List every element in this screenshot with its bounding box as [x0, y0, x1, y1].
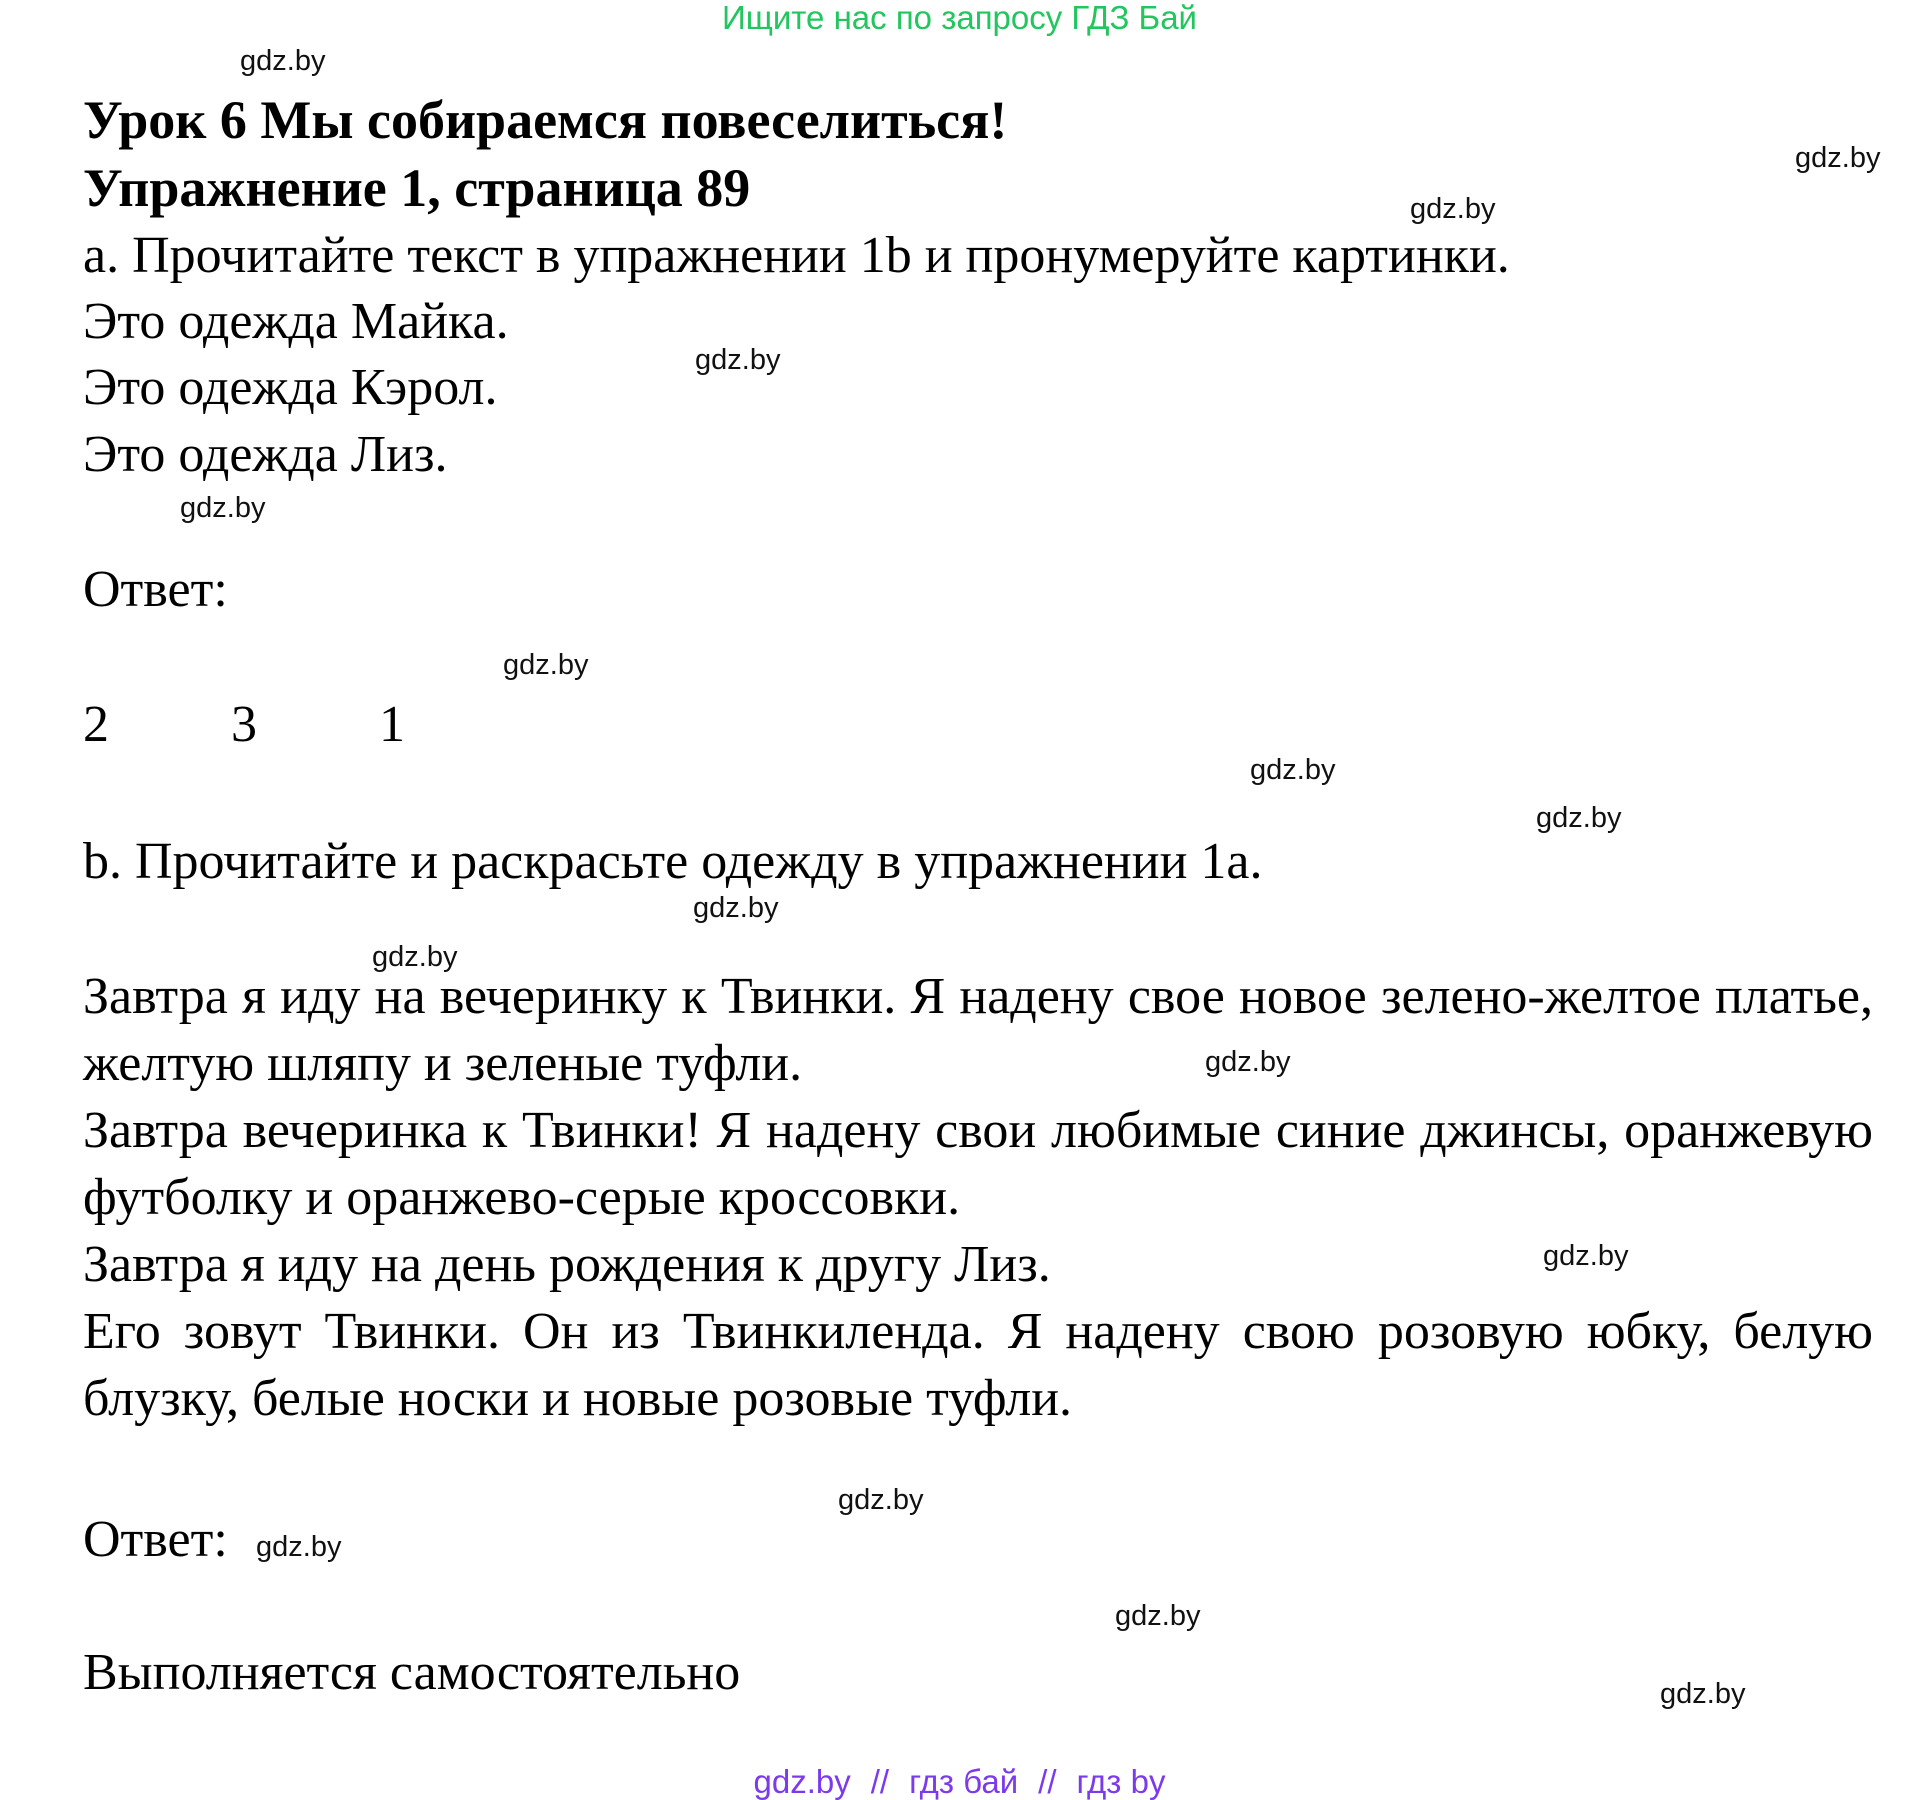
watermark: gdz.by	[240, 45, 326, 77]
watermark: gdz.by	[1543, 1240, 1629, 1272]
watermark: gdz.by	[1660, 1678, 1746, 1710]
part-a-instruction: a. Прочитайте текст в упражнении 1b и пронумеруйте картинки.	[83, 227, 1510, 284]
answer-number: 2	[83, 696, 109, 753]
watermark: gdz.by	[838, 1484, 924, 1516]
watermark: gdz.by	[695, 344, 781, 376]
watermark: gdz.by	[1795, 142, 1881, 174]
watermark: gdz.by	[503, 649, 589, 681]
part-b-answer-label: Ответ:	[83, 1511, 228, 1568]
footer-separator: //	[870, 1763, 890, 1800]
footer-link-gdz-by[interactable]: gdz.by	[753, 1763, 851, 1800]
part-b-paragraph-3-line-2: Его зовут Твинки. Он из Твинкиленда. Я надену свою розовую юбку, белую блузку, белые носки и новые розовые туфли.	[83, 1303, 1873, 1427]
answer-number: 3	[231, 696, 257, 753]
part-b-answer-text: Выполняется самостоятельно	[83, 1644, 741, 1701]
part-a-line-3: Это одежда Лиз.	[83, 426, 448, 483]
footer-separator: //	[1038, 1763, 1057, 1800]
watermark: gdz.by	[693, 892, 779, 924]
part-b-paragraph-1: Завтра я иду на вечеринку к Твинки. Я надену свое новое зелено-желтое платье, желтую шляпу и зеленые туфли.	[83, 968, 1873, 1092]
part-b-paragraph-3-line-1: Завтра я иду на день рождения к другу Лиз.	[83, 1236, 1051, 1293]
watermark: gdz.by	[1536, 802, 1622, 834]
watermark: gdz.by	[1115, 1600, 1201, 1632]
watermark: gdz.by	[1410, 193, 1496, 225]
watermark: gdz.by	[180, 492, 266, 524]
part-a-line-1: Это одежда Майка.	[83, 293, 509, 350]
footer-links	[0, 1764, 1919, 1800]
answer-number: 1	[379, 696, 405, 753]
part-a-answer-label: Ответ:	[83, 561, 228, 618]
watermark: gdz.by	[1250, 754, 1336, 786]
part-b-instruction: b. Прочитайте и раскрасьте одежду в упражнении 1a.	[83, 833, 1263, 890]
footer-link-gdz-bai[interactable]: гдз бай	[909, 1763, 1019, 1800]
exercise-title: Упражнение 1, страница 89	[83, 158, 751, 218]
top-banner: Ищите нас по запросу ГДЗ Бай	[722, 0, 1197, 36]
part-b-paragraph-2: Завтра вечеринка к Твинки! Я надену свои любимые синие джинсы, оранжевую футболку и оранжево-серые кроссовки.	[83, 1102, 1873, 1226]
watermark: gdz.by	[372, 941, 458, 973]
watermark: gdz.by	[256, 1531, 342, 1563]
footer-link-gdz-by-cyr[interactable]: гдз by	[1076, 1763, 1166, 1800]
part-a-line-2: Это одежда Кэрол.	[83, 359, 498, 416]
watermark: gdz.by	[1205, 1046, 1291, 1078]
lesson-title: Урок 6 Мы собираемся повеселиться!	[83, 90, 1008, 150]
